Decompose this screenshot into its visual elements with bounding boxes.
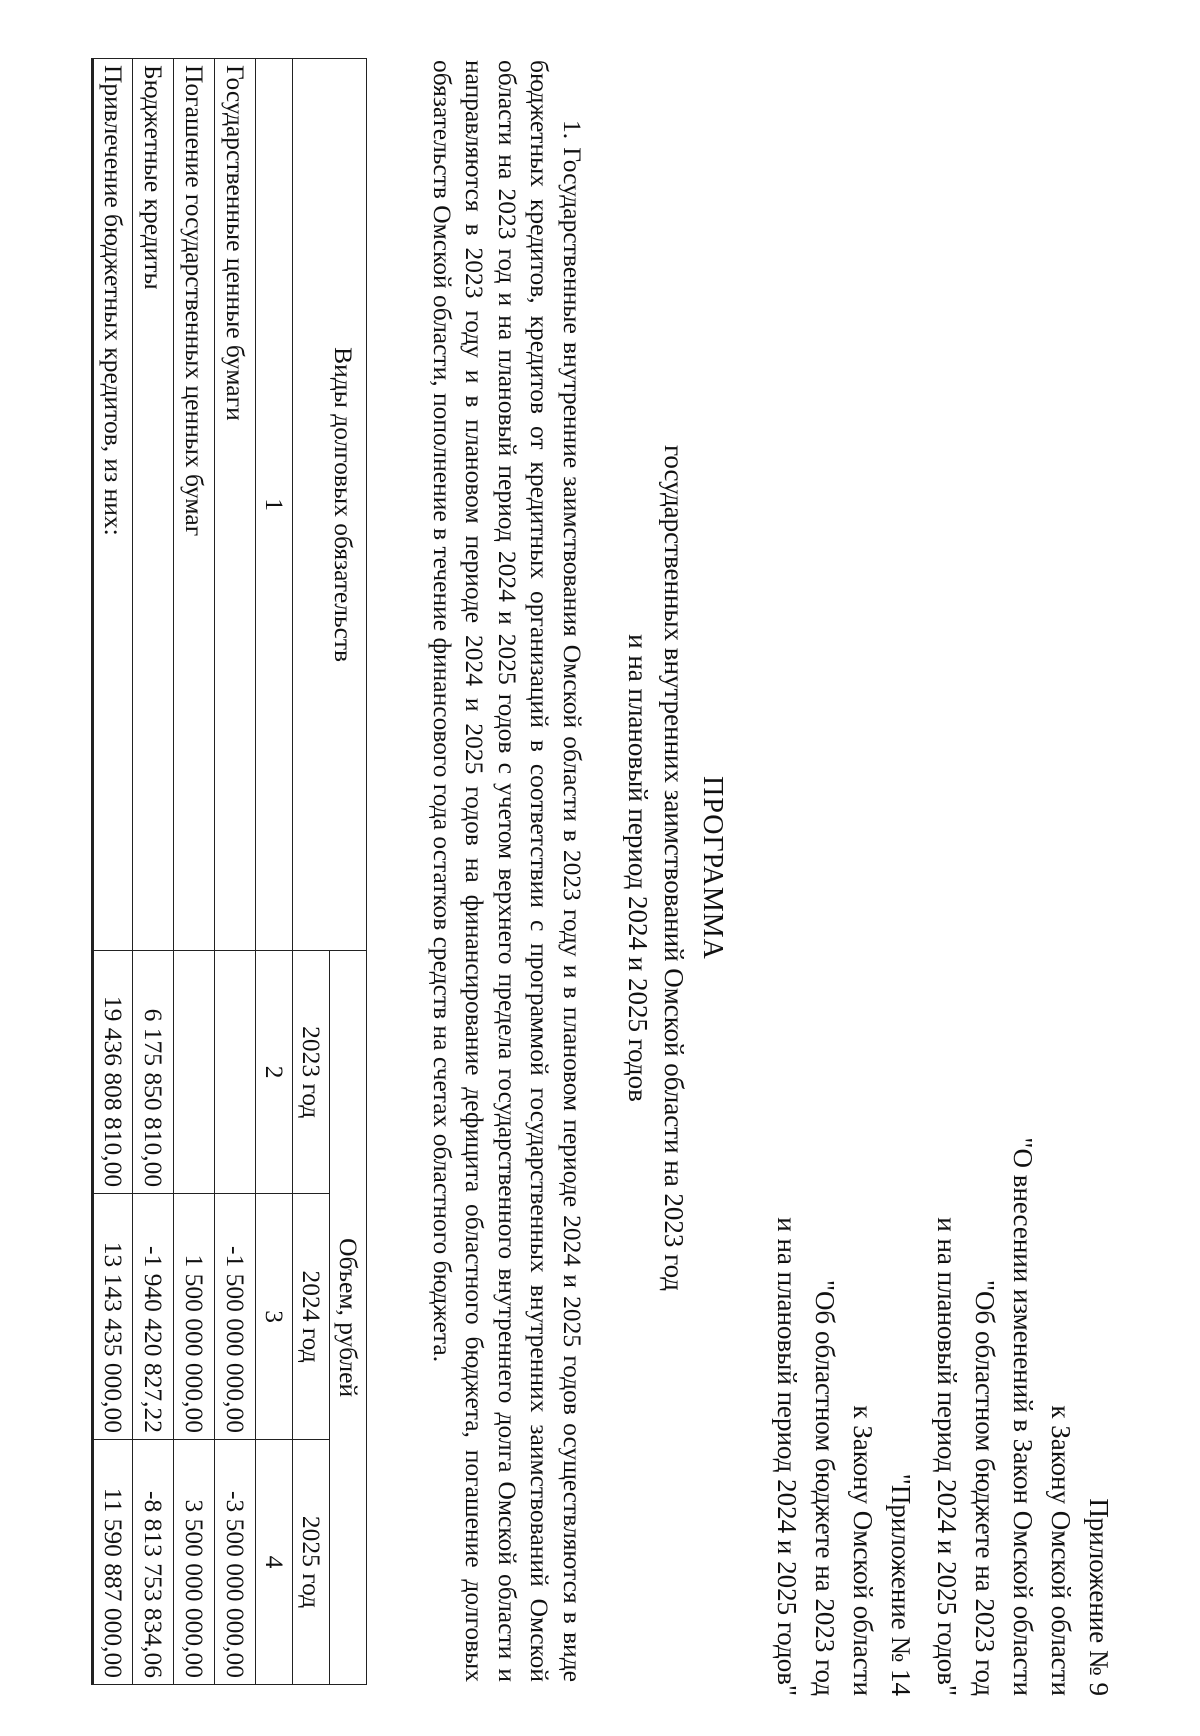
- title-line2: государственных внутренних заимствований Омской области на 2023 год: [659, 444, 689, 1292]
- program-title: [620, 0, 730, 1736]
- appendix-9-header: [928, 1137, 1118, 1696]
- appendix-14-line1: "Приложение № 14: [886, 1473, 916, 1696]
- row-value-2024: -1 500 000 000,00: [215, 1194, 256, 1440]
- appendix-9-line2: к Закону Омской области: [1046, 1405, 1076, 1696]
- row-value-2025: -3 500 000 000,00: [215, 1440, 256, 1685]
- column-number-4: 4: [256, 1440, 293, 1685]
- row-value-2023: [174, 951, 215, 1194]
- row-value-2025: 11 590 887 000,00: [93, 1440, 133, 1685]
- row-value-2023: 6 175 850 810,00: [133, 951, 174, 1194]
- row-name: Привлечение бюджетных кредитов, из них:: [93, 59, 133, 951]
- table-row: [174, 59, 215, 1685]
- column-number-1: 1: [256, 59, 293, 951]
- column-number-3: 3: [256, 1194, 293, 1440]
- title-main: ПРОГРАММА: [697, 776, 728, 960]
- header-year-2025: 2025 год: [293, 1440, 330, 1685]
- row-value-2024: 13 143 435 000,00: [93, 1194, 133, 1440]
- row-value-2024: 1 500 000 000,00: [174, 1194, 215, 1440]
- header-year-2024: 2024 год: [293, 1194, 330, 1440]
- header-year-2023: 2023 год: [293, 951, 330, 1194]
- row-name: Бюджетные кредиты: [133, 59, 174, 951]
- appendix-9-line1: Приложение № 9: [1084, 1498, 1114, 1696]
- title-line3: и на плановый период 2024 и 2025 годов: [623, 634, 653, 1102]
- row-value-2023: [215, 951, 256, 1194]
- debt-obligations-table: [91, 58, 367, 1685]
- header-volume: Объем, рублей: [330, 951, 367, 1685]
- column-number-2: 2: [256, 951, 293, 1194]
- table-row: [215, 59, 256, 1685]
- row-name: Погашение государственных ценных бумаг: [174, 59, 215, 951]
- header-kinds: Виды долговых обязательств: [293, 59, 367, 951]
- appendix-14-line4: и на плановый период 2024 и 2025 годов": [772, 1217, 802, 1696]
- row-value-2023: 19 436 808 810,00: [93, 951, 133, 1194]
- row-name: Государственные ценные бумаги: [215, 59, 256, 951]
- intro-paragraph: 1. Государственные внутренние заимствования Омской области в 2023 году и в плановом периоде 2024 и 2025 годов осуществляются в виде бюджетных кредитов, кредитов от кредитных организаций в соответствии с программой государственных внутренних заимствований Омской области на 2023 год и на плановый период 2024 и 2025 годов с учетом верхнего предела государственного внутреннего долга Омской области и направляются в 2023 году и в плановом периоде 2024 и 2025 годов на финансирование дефицита областного бюджета, погашение долговых обязательств Омской области, пополнение в течение финансового года остатков средств на счетах областного бюджета.: [428, 60, 587, 1682]
- table-row: [93, 59, 133, 1685]
- row-value-2025: 3 500 000 000,00: [174, 1440, 215, 1685]
- row-value-2025: -8 813 753 834,06: [133, 1440, 174, 1685]
- appendix-14-line2: к Закону Омской области: [848, 1405, 878, 1696]
- appendix-9-line4: "Об областном бюджете на 2023 год: [970, 1280, 1000, 1696]
- table-row: [133, 59, 174, 1685]
- appendix-14-line3: "Об областном бюджете на 2023 год: [810, 1280, 840, 1696]
- appendix-9-line5: и на плановый период 2024 и 2025 годов": [932, 1217, 962, 1696]
- appendix-14-header: [768, 1217, 920, 1696]
- table-column-numbers-row: [256, 59, 293, 1685]
- table-header-row: [330, 59, 367, 1685]
- row-value-2024: -1 940 420 827,22: [133, 1194, 174, 1440]
- appendix-9-line3: "О внесении изменений в Закон Омской области: [1008, 1137, 1038, 1696]
